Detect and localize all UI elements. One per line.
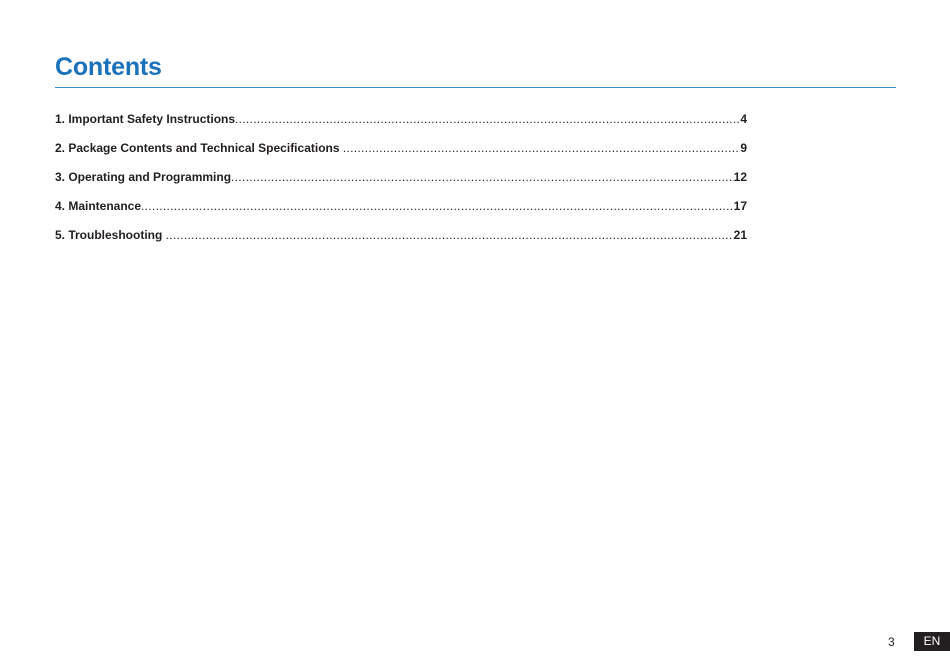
- title-divider: [55, 87, 896, 88]
- toc-entry-label: 3. Operating and Programming: [55, 170, 232, 184]
- toc-entry-label: 2. Package Contents and Technical Specifications: [55, 141, 343, 155]
- toc-entry-operating-programming[interactable]: [55, 169, 747, 198]
- toc-entry-package-contents[interactable]: [55, 140, 747, 169]
- dot-leader: [235, 111, 740, 127]
- dot-leader: [343, 140, 740, 156]
- toc-entry-page: 21: [733, 228, 747, 242]
- toc-entry-troubleshooting[interactable]: [55, 227, 747, 256]
- toc-entry-maintenance[interactable]: [55, 198, 747, 227]
- page-number: 3: [888, 635, 895, 649]
- toc-entry-label: 5. Troubleshooting: [55, 228, 166, 242]
- table-of-contents: [55, 111, 747, 256]
- toc-entry-label: 1. Important Safety Instructions: [55, 112, 236, 126]
- toc-entry-page: 9: [740, 141, 747, 155]
- dot-leader: [231, 169, 734, 185]
- toc-entry-page: 17: [733, 199, 747, 213]
- page-title: Contents: [55, 53, 162, 81]
- toc-entry-page: 4: [740, 112, 747, 126]
- language-badge: EN: [914, 632, 950, 651]
- toc-entry-safety-instructions[interactable]: [55, 111, 747, 140]
- dot-leader: [166, 227, 734, 243]
- dot-leader: [141, 198, 734, 214]
- toc-entry-page: 12: [733, 170, 747, 184]
- toc-entry-label: 4. Maintenance: [55, 199, 142, 213]
